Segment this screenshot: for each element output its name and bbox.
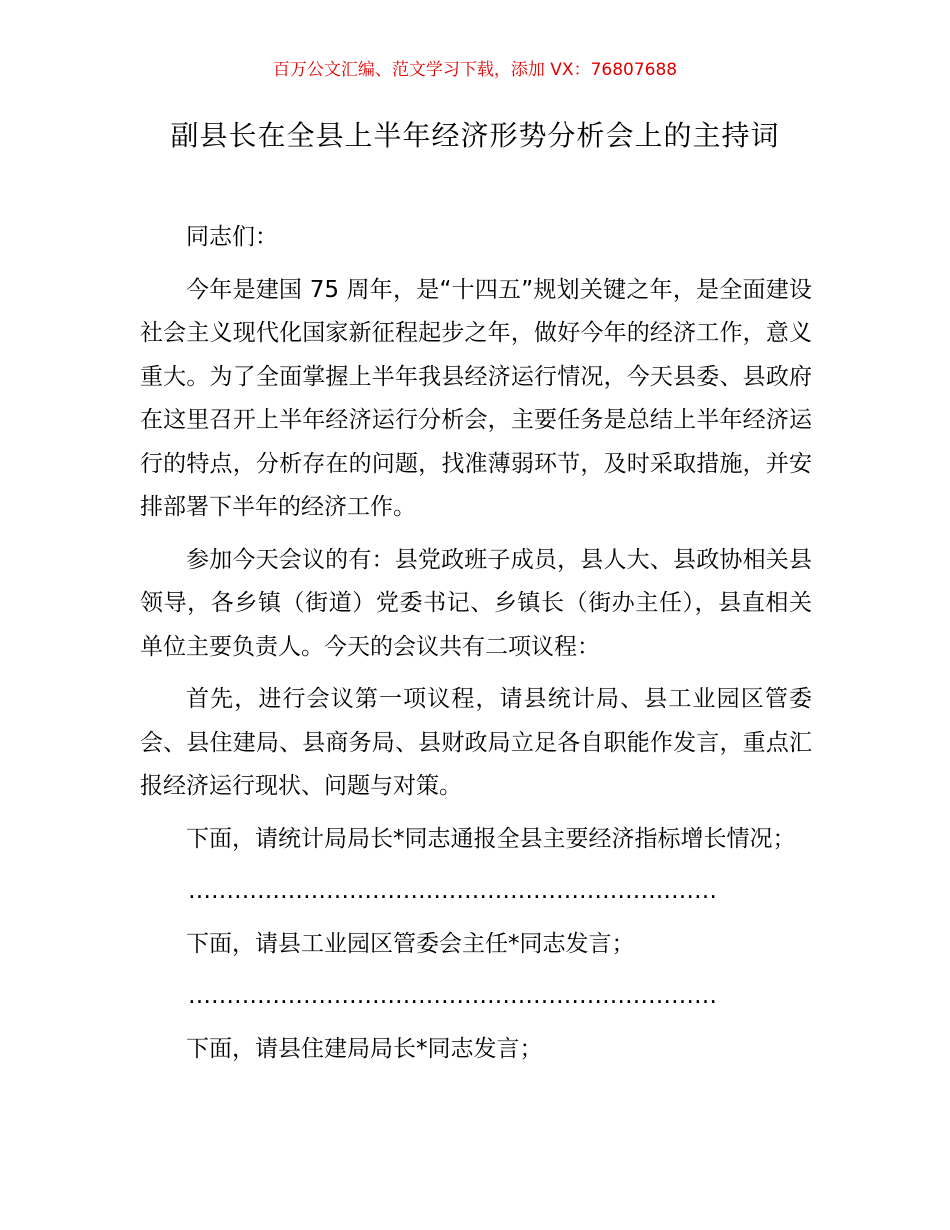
document-title: 副县长在全县上半年经济形势分析会上的主持词 — [170, 119, 780, 152]
paragraph-intro: 今年是建国 75 周年，是“十四五”规划关键之年，是全面建设社会主义现代化国家新征程起步之年，做好今年的经济工作，意义重大。为了全面掌握上半年我县经济运行情况，今天县委、县政府在这里召开上半年经济运行分析会，主要任务是总结上半年经济运行的特点，分析存在的问题，找准薄弱环节，及时采取措施，并安排部署下半年的经济工作。 — [140, 276, 812, 520]
salutation: 同志们： — [186, 224, 278, 250]
paragraph-industrial-park-speaker: 下面，请县工业园区管委会主任*同志发言； — [186, 930, 635, 957]
paragraph-agenda-one: 首先，进行会议第一项议程，请县统计局、县工业园区管委会、县住建局、县商务局、县财政局立足各自职能作发言，重点汇报经济运行现状、问题与对策。 — [140, 686, 812, 799]
paragraph-statistics-speaker: 下面，请统计局局长*同志通报全县主要经济指标增长情况； — [186, 825, 796, 852]
paragraph-attendees: 参加今天会议的有：县党政班子成员，县人大、县政协相关县领导，各乡镇（街道）党委书记、乡镇长（街办主任），县直相关单位主要负责人。今天的会议共有二项议程： — [140, 546, 812, 660]
paragraph-housing-speaker: 下面，请县住建局局长*同志发言； — [186, 1035, 543, 1062]
ellipsis-line: …………………………………………………………… — [188, 878, 717, 904]
document-body — [140, 216, 812, 1080]
header-banner: 百万公文汇编、范文学习下载，添加 VX：76807688 — [272, 60, 678, 80]
ellipsis-line: …………………………………………………………… — [188, 983, 717, 1009]
